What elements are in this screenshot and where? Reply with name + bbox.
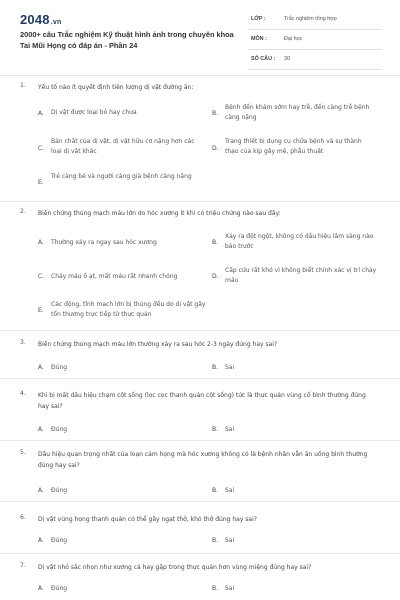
question-text: Biến chứng thủng mạch máu lớn thường xảy ra sau hóc 2-3 ngày đúng hay sai?: [38, 341, 278, 348]
option-letter: B.: [212, 364, 219, 371]
question-count-label: SỐ CÂU :: [251, 56, 276, 62]
logo-suffix: .vn: [50, 19, 62, 26]
option-text: Sai: [225, 364, 235, 371]
question-count-value: 30: [284, 56, 290, 62]
logo-text: 2048: [20, 12, 50, 27]
question-text: Khi bị mất dấu hiệu chạm cột sống (lọc cọc thanh quản cột sống) tức là thực quản vùng cổ bình thường đúng hay sai?: [38, 392, 366, 410]
question-text: Dị vật vùng họng thanh quản có thể gây ngạt thở, khó thở đúng hay sai?: [38, 516, 257, 523]
option-letter: D.: [212, 145, 219, 152]
question-number: 4.: [20, 390, 26, 397]
question-number: 3.: [20, 339, 26, 346]
option-text: Sai: [225, 426, 235, 433]
question-text: Dị vật nhỏ sắc nhọn như xương cá hay gặp trong thực quản hơn vùng miệng đúng hay sai?: [38, 564, 312, 571]
option-text: Bệnh đến khám sớm hay trễ, đến càng trễ bệnh càng nặng: [225, 104, 370, 121]
question-number: 7.: [20, 562, 26, 569]
option-letter: B.: [212, 487, 219, 494]
option-text: Đúng: [51, 487, 68, 494]
site-logo[interactable]: [20, 12, 61, 27]
meta-row-subject: [248, 33, 382, 50]
question-divider: [0, 378, 400, 379]
option-text: Trang thiết bị dụng cụ chữa bệnh và sự thành thạo của kíp gây mê, phẫu thuật: [225, 138, 362, 155]
question-divider: [0, 201, 400, 202]
option-text: Các động, tĩnh mạch lớn bị thủng đều do dị vật gây tổn thương trực tiếp từ thực quản: [51, 301, 206, 318]
question-number: 6.: [20, 514, 26, 521]
option-letter: A.: [38, 426, 44, 433]
question-number: 1.: [20, 82, 26, 89]
option-letter: A.: [38, 364, 44, 371]
option-letter: A.: [38, 239, 44, 246]
option-text: Thường xảy ra ngay sau hóc xương: [51, 239, 157, 246]
document-title: 2000+ câu Trắc nghiệm Kỹ thuật hình ảnh trong chuyên khoa Tai Mũi Họng có đáp án - Phần 24: [20, 30, 234, 50]
class-label: LỚP :: [251, 16, 266, 22]
option-letter: B.: [212, 426, 219, 433]
question-divider: [0, 330, 400, 331]
class-value: Trắc nghiệm tổng hợp: [284, 16, 337, 22]
option-text: Xảy ra đột ngột, không có dấu hiệu lâm sàng nào báo trước: [225, 233, 374, 250]
question-divider: [0, 553, 400, 554]
option-letter: B.: [212, 110, 219, 117]
option-letter: B.: [212, 537, 219, 544]
option-text: Cấp cứu rất khó vì không biết chính xác vị trí chảy máu: [225, 267, 377, 284]
option-text: Đúng: [51, 364, 68, 371]
option-text: Chảy máu ồ ạt, mất máu rất nhanh chóng: [51, 273, 178, 280]
question-number: 5.: [20, 449, 26, 456]
meta-row-count: [248, 53, 382, 70]
question-text: Biến chứng thủng mạch máu lớn do hóc xương ít khi có triệu chứng nào sau đây:: [38, 210, 281, 217]
question-text: Dấu hiệu quan trọng nhất của loạn cảm họng mà hóc xương không có là bệnh nhân vẫn ăn uống bình thường đúng hay sai?: [38, 451, 368, 469]
option-letter: A.: [38, 537, 44, 544]
option-text: Sai: [225, 585, 235, 592]
option-letter: E.: [38, 307, 44, 314]
option-text: Dị vật được loại bỏ hay chưa: [51, 109, 137, 116]
subject-label: MÔN :: [251, 36, 267, 42]
question-text: Yếu tố nào ít quyết định tiên lượng dị vật đường ăn:: [38, 84, 194, 91]
option-text: Sai: [225, 487, 235, 494]
option-text: Trẻ càng bé và người càng già bệnh càng nặng: [51, 173, 192, 180]
option-letter: E.: [38, 179, 44, 186]
option-text: Bản chất của dị vật, dị vật hữu cơ nặng hơn các loại dị vật khác: [51, 138, 195, 155]
option-text: Đúng: [51, 426, 68, 433]
header-divider: [0, 75, 400, 76]
question-number: 2.: [20, 208, 26, 215]
option-letter: C.: [38, 273, 45, 280]
option-text: Đúng: [51, 537, 68, 544]
question-divider: [0, 440, 400, 441]
option-letter: D.: [212, 273, 219, 280]
option-letter: B.: [212, 585, 219, 592]
option-letter: B.: [212, 239, 219, 246]
option-letter: A.: [38, 585, 44, 592]
option-letter: C.: [38, 145, 45, 152]
option-text: Đúng: [51, 585, 68, 592]
meta-row-class: [248, 13, 382, 30]
meta-box: [248, 13, 382, 73]
option-letter: A.: [38, 487, 44, 494]
subject-value: Đại học: [284, 36, 303, 42]
header: [0, 0, 400, 70]
option-letter: A.: [38, 110, 44, 117]
option-text: Sai: [225, 537, 235, 544]
question-divider: [0, 501, 400, 502]
